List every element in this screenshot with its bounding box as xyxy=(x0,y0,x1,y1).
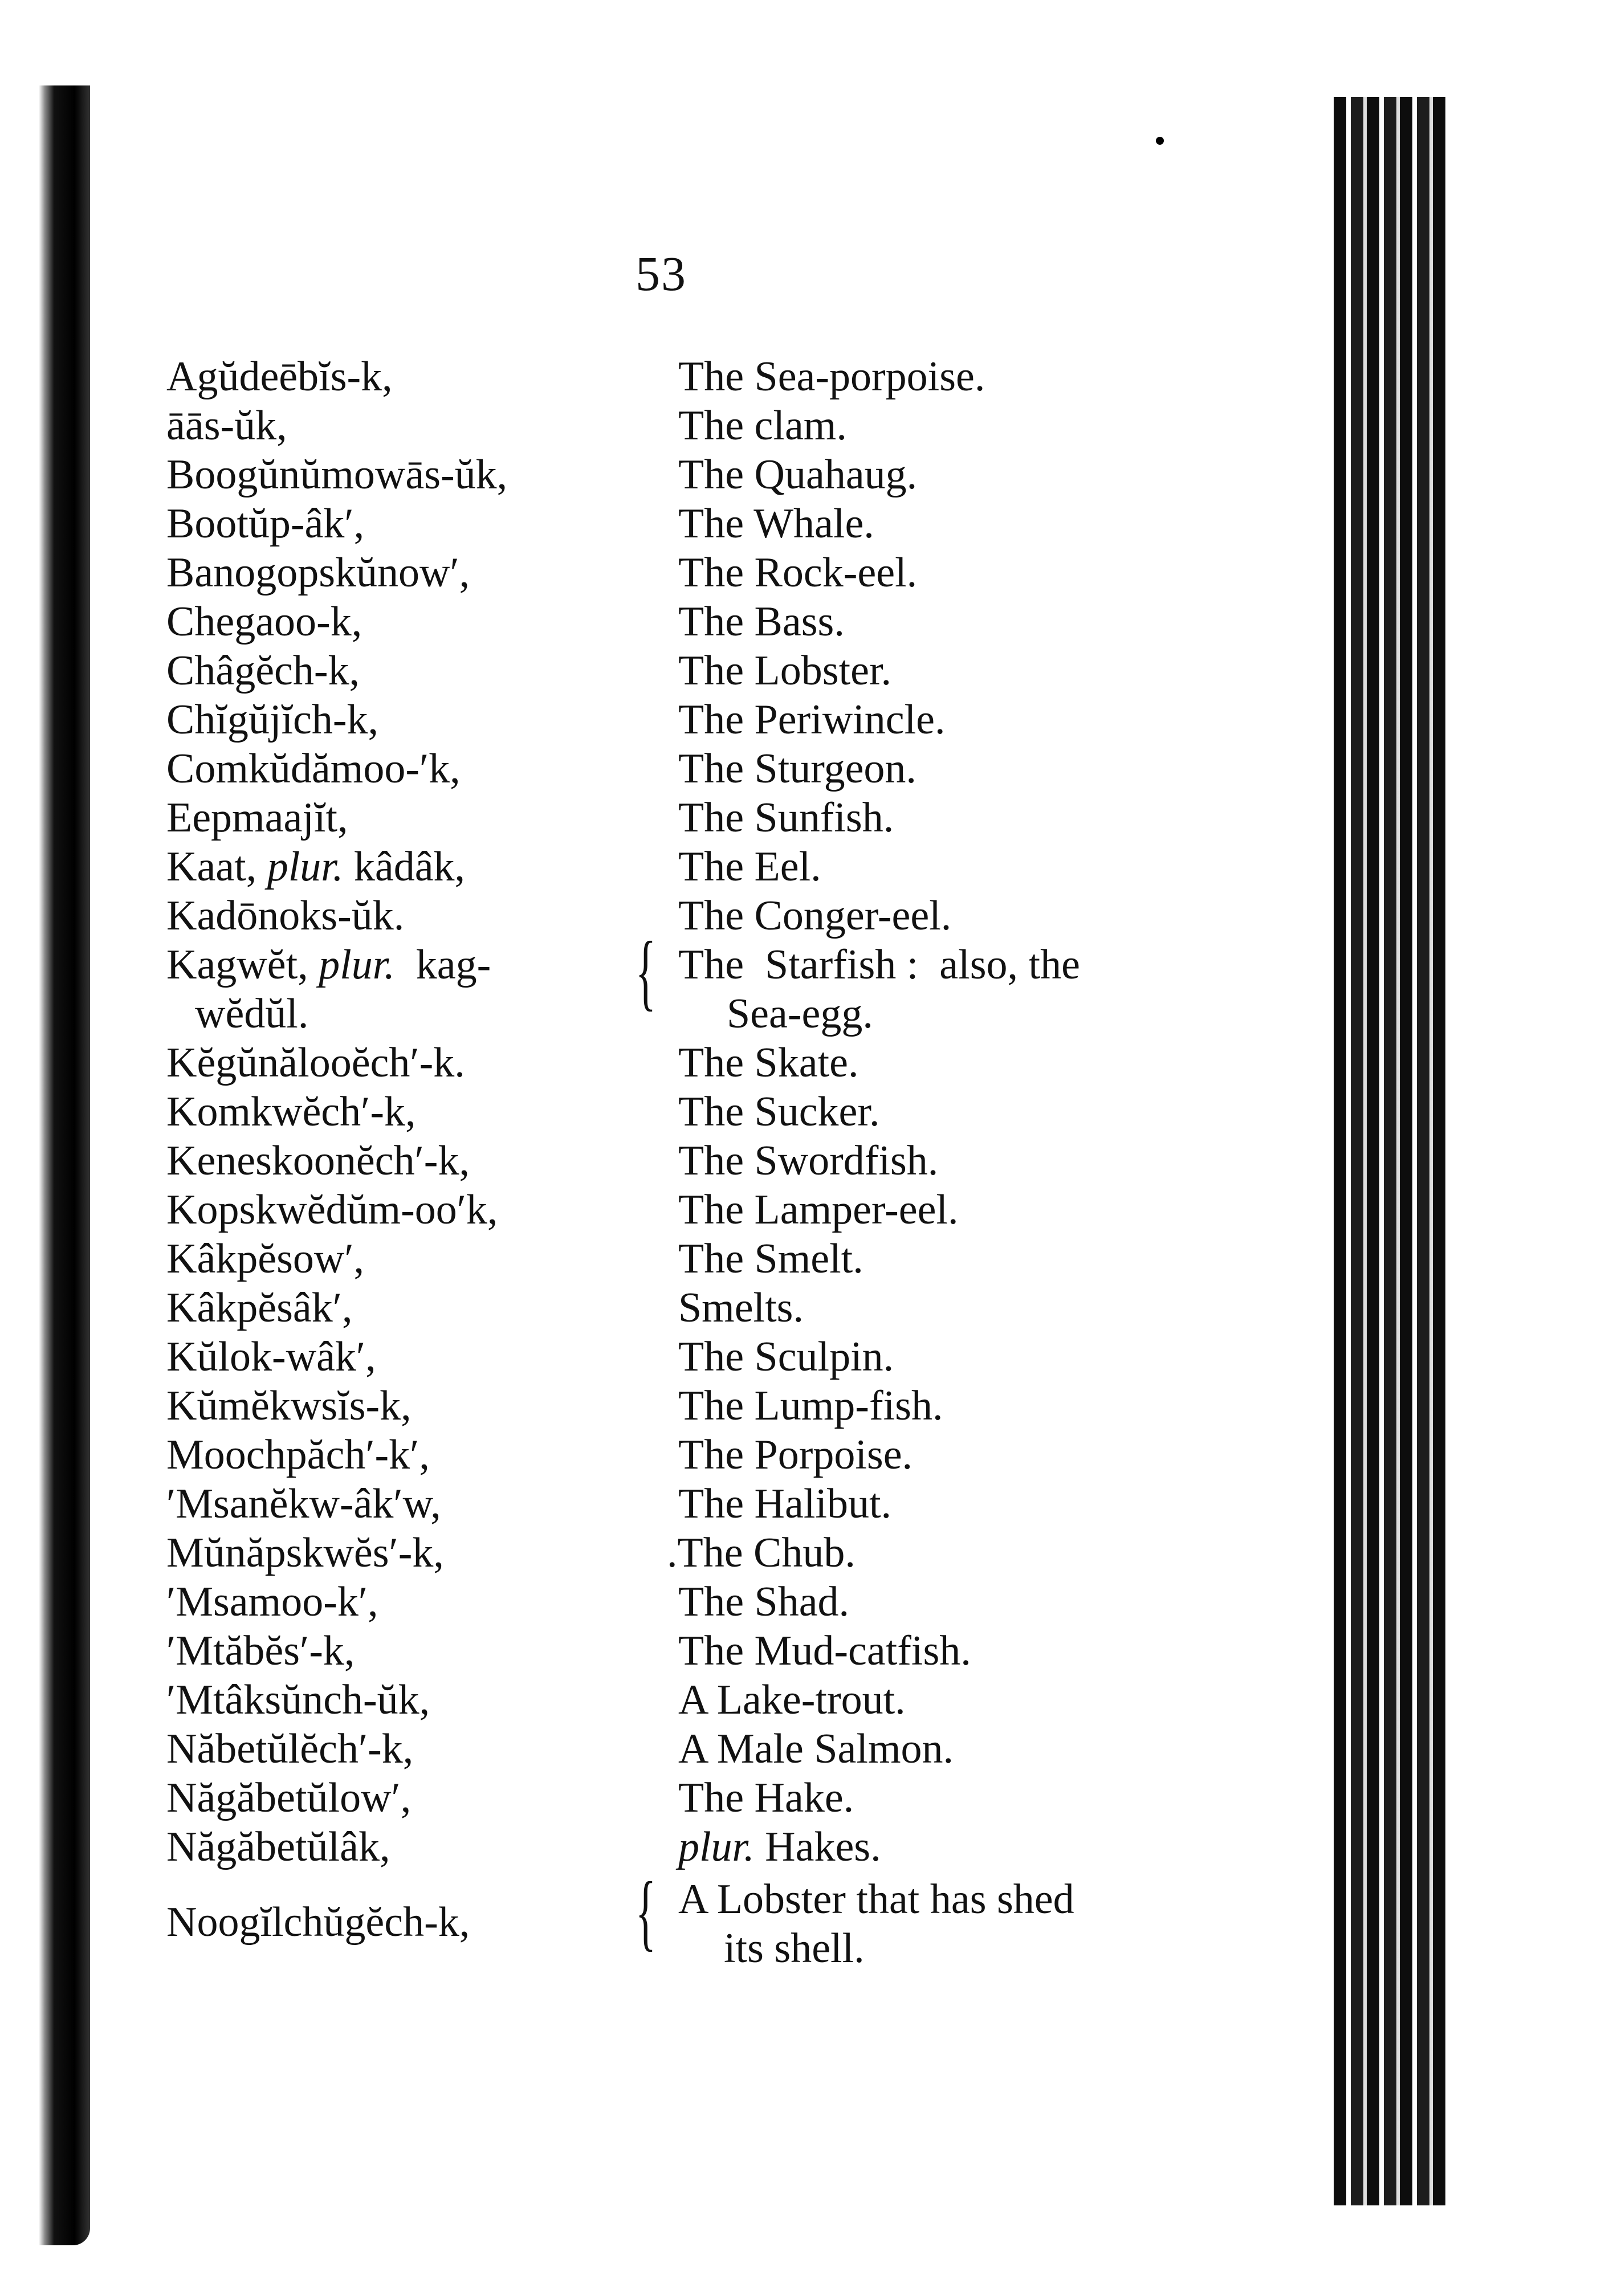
entry-term: āās-ŭk, xyxy=(166,402,287,449)
page-number: 53 xyxy=(636,246,687,301)
entry-term: Năgăbetŭlow′, xyxy=(166,1775,412,1821)
entry-term: Comkŭdămoo-′k, xyxy=(166,745,461,792)
entry-gloss: A Male Salmon. xyxy=(678,1726,954,1772)
left-binding-edge xyxy=(39,85,90,2245)
entry-gloss: The Conger-eel. xyxy=(678,892,952,939)
right-binding-edge xyxy=(1334,97,1448,2205)
brace-glyph: { xyxy=(636,1865,656,1959)
entry-gloss: The Mud-catfish. xyxy=(678,1628,971,1674)
entry-term: Châgĕch-k, xyxy=(166,647,360,694)
entry-term: Bootŭp-âk′, xyxy=(166,500,365,547)
entry-term: Kâkpĕsow′, xyxy=(166,1235,365,1282)
entry-gloss: The Hake. xyxy=(678,1775,854,1821)
entry-term: Mŭnăpskwĕs′-k, xyxy=(166,1530,444,1576)
entry-term: ′Mtăbĕs′-k, xyxy=(166,1628,355,1674)
entry-term: Agŭdeēbĭs-k, xyxy=(166,353,393,400)
plural-abbrev: plur. xyxy=(319,941,395,988)
entry-gloss: A Lake-trout. xyxy=(678,1677,906,1723)
entry-term: Năgăbetŭlâk, xyxy=(166,1824,390,1870)
entry-term: Moochpăch′-k′, xyxy=(166,1432,430,1478)
entry-gloss: The Sturgeon. xyxy=(678,745,916,792)
entry-term: Chĭgŭjĭch-k, xyxy=(166,696,379,743)
ink-speck xyxy=(1156,137,1164,145)
entry-gloss: The Lobster. xyxy=(678,647,892,694)
entry-gloss: The Sea-porpoise. xyxy=(678,353,985,400)
entry-term: Banogopskŭnow′, xyxy=(166,549,470,596)
entry-term: Năbetŭlĕch′-k, xyxy=(166,1726,414,1772)
entry-gloss-continuation: Sea-egg. xyxy=(727,990,873,1037)
entry-term: Kĕgŭnălooĕch′-k. xyxy=(166,1039,465,1086)
entry-gloss: A Lobster that has shed xyxy=(678,1876,1074,1923)
brace-glyph: { xyxy=(636,924,656,1019)
plural-abbrev: plur. xyxy=(267,843,344,890)
entry-gloss: The Periwincle. xyxy=(678,696,946,743)
entry-gloss: The Halibut. xyxy=(678,1481,892,1527)
entry-term: Kagwĕt, plur. kag- xyxy=(166,941,491,988)
entry-gloss: The Starfish : also, the xyxy=(678,941,1080,988)
entry-term: Kŭmĕkwsĭs-k, xyxy=(166,1383,412,1429)
entry-gloss: The Sculpin. xyxy=(678,1333,894,1380)
entry-term: Boogŭnŭmowās-ŭk, xyxy=(166,451,508,498)
entry-gloss: plur. Hakes. xyxy=(678,1824,881,1870)
entry-gloss: The Swordfish. xyxy=(678,1137,939,1184)
entry-gloss: The clam. xyxy=(678,402,847,449)
entry-term: Komkwĕch′-k, xyxy=(166,1088,416,1135)
entry-term: Kaat, plur. kâdâk, xyxy=(166,843,466,890)
entry-gloss: The Quahaug. xyxy=(678,451,918,498)
entry-gloss: The Sucker. xyxy=(678,1088,880,1135)
entry-gloss: The Smelt. xyxy=(678,1235,863,1282)
entry-term: Chegaoo-k, xyxy=(166,598,362,645)
entry-gloss: The Eel. xyxy=(678,843,821,890)
entry-term: Noogĭlchŭgĕch-k, xyxy=(166,1899,470,1946)
entry-gloss: The Sunfish. xyxy=(678,794,894,841)
entry-gloss: The Rock-eel. xyxy=(678,549,918,596)
entry-term: ′Msamoo-k′, xyxy=(166,1579,378,1625)
entry-gloss: The Lump-fish. xyxy=(678,1383,943,1429)
entry-term: Kŭlok-wâk′, xyxy=(166,1333,376,1380)
entry-term: ′Msanĕkw-âk′w, xyxy=(166,1481,441,1527)
entry-term: Eepmaajĭt, xyxy=(166,794,348,841)
entry-term: Kâkpĕsâk′, xyxy=(166,1284,353,1331)
entry-gloss: The Lamper-eel. xyxy=(678,1186,959,1233)
entry-gloss: .The Chub. xyxy=(667,1530,856,1576)
entry-gloss: Smelts. xyxy=(678,1284,804,1331)
entry-gloss-continuation: its shell. xyxy=(724,1925,865,1972)
entry-term: Keneskoonĕch′-k, xyxy=(166,1137,470,1184)
entry-term: Kopskwĕdŭm-oo′k, xyxy=(166,1186,498,1233)
plural-abbrev: plur. xyxy=(678,1824,755,1870)
entry-gloss: The Bass. xyxy=(678,598,845,645)
entry-term-continuation: wĕdŭl. xyxy=(195,990,309,1037)
entry-term: ′Mtâksŭnch-ŭk, xyxy=(166,1677,430,1723)
entry-gloss: The Porpoise. xyxy=(678,1432,913,1478)
entry-gloss: The Whale. xyxy=(678,500,874,547)
entry-gloss: The Shad. xyxy=(678,1579,850,1625)
entry-term: Kadōnoks-ŭk. xyxy=(166,892,405,939)
entry-gloss: The Skate. xyxy=(678,1039,859,1086)
